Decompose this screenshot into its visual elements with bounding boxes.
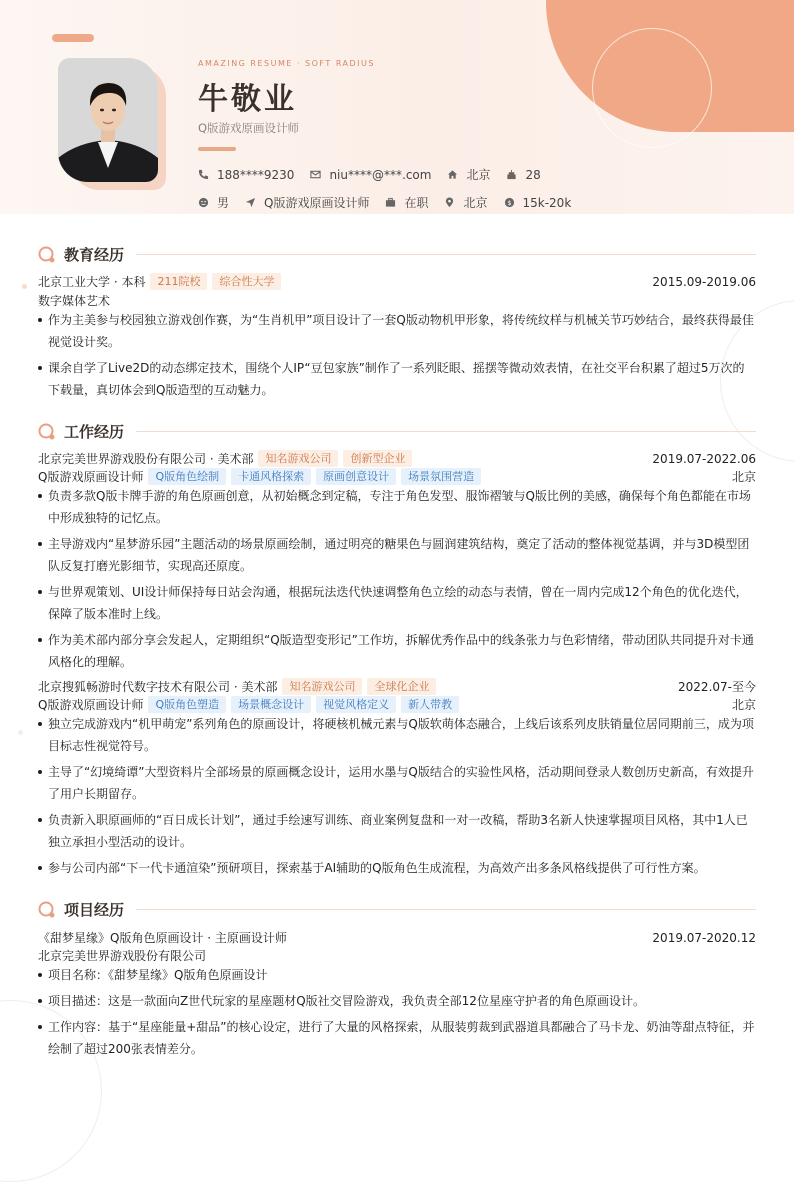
- company-name: 北京完美世界游戏股份有限公司 · 美术部: [38, 452, 254, 466]
- gender-icon: [198, 197, 209, 208]
- education-bullet: 课余自学了Live2D的动态绑定技术，围绕个人IP“豆包家族”制作了一系列眨眼、摇摆等微动效表情，在社交平台积累了超过5万次的下载量，真切体会到Q版造型的互动魅力。: [38, 357, 756, 401]
- skill-tag: 卡通风格探索: [231, 468, 311, 485]
- project-title: 项目经历: [64, 901, 125, 919]
- job-bullet: 作为美术部内部分享会发起人，定期组织“Q版造型变形记”工作坊，拆解优秀作品中的线条张力与色彩情绪，带动团队共同提升对卡通风格化的理解。: [38, 629, 756, 673]
- hometown-value: 北京: [466, 168, 491, 182]
- project-company: 北京完美世界游戏股份有限公司: [38, 949, 207, 963]
- major-row: [38, 292, 756, 309]
- job-header-row: [38, 678, 756, 695]
- company-name: 北京搜狐畅游时代数字技术有限公司 · 美术部: [38, 680, 278, 694]
- job-bullet: 负责新入职原画师的“百日成长计划”，通过手绘速写训练、商业案例复盘和一对一改稿，帮助3名新人快速掌握项目风格，其中1人已独立承担小型活动的设计。: [38, 809, 756, 853]
- project-date: 2019.07-2020.12: [652, 930, 756, 945]
- age-value: 28: [525, 167, 541, 182]
- phone-item: [198, 168, 294, 182]
- svg-text:$: $: [506, 198, 512, 207]
- job-date: 2019.07-2022.06: [652, 451, 756, 466]
- target-job-value: Q版游戏原画设计师: [264, 196, 370, 210]
- project-name: 《甜梦星缘》Q版角色原画设计 · 主原画设计师: [38, 931, 287, 945]
- gender-item: [198, 194, 229, 211]
- education-bullet: 作为主美参与校园独立游戏创作赛，为“生肖机甲”项目设计了一套Q版动物机甲形象，将传统纹样与机械关节巧妙结合，最终获得最佳视觉设计奖。: [38, 309, 756, 353]
- section-search-icon: [38, 246, 56, 264]
- email-item: [310, 168, 431, 182]
- school-name: 北京工业大学 · 本科: [38, 275, 146, 289]
- project-header-row: [38, 929, 756, 946]
- job-header-row: [38, 450, 756, 467]
- mail-icon: [310, 169, 321, 180]
- section-divider: [136, 254, 756, 255]
- job-position: Q版游戏原画设计师: [38, 698, 144, 712]
- decorative-dot: [18, 730, 23, 735]
- salary-item: [504, 196, 572, 210]
- email-value: niu****@***.com: [329, 167, 432, 182]
- job-city: 北京: [731, 698, 756, 712]
- company-tag: 全球化企业: [367, 678, 436, 695]
- job-position: Q版游戏原画设计师: [38, 470, 144, 484]
- accent-underline: [198, 147, 236, 151]
- work-title: 工作经历: [64, 423, 125, 441]
- section-divider: [136, 909, 756, 910]
- skill-tag: 视觉风格定义: [316, 696, 396, 713]
- job-position-row: [38, 468, 756, 485]
- decorative-dot: [22, 284, 27, 289]
- decorative-ring: [592, 28, 712, 148]
- project-company-row: [38, 947, 756, 964]
- project-bullet: 工作内容：基于“星座能量+甜品”的核心设定，进行了大量的风格探索，从服装剪裁到武器道具都融合了马卡龙、奶油等甜点特征，并绘制了超过200张表情差分。: [38, 1016, 756, 1060]
- section-search-icon: [38, 423, 56, 441]
- skill-tag: 场景概念设计: [231, 696, 311, 713]
- major-name: 数字媒体艺术: [38, 294, 111, 308]
- contact-row-2: [198, 194, 587, 211]
- work-section-title: [38, 421, 756, 442]
- target-city-item: [444, 194, 487, 211]
- hometown-item: [447, 166, 490, 183]
- skill-tag: 新人带教: [401, 696, 459, 713]
- job-bullet: 参与公司内部“下一代卡通渲染”预研项目，探索基于AI辅助的Q版角色生成流程，为高效产出多条风格线提供了可行性方案。: [38, 857, 756, 879]
- job-bullet: 与世界观策划、UI设计师保持每日站会沟通，根据玩法迭代快速调整角色立绘的动态与表情，曾在一周内完成12个角色的优化迭代，保障了版本准时上线。: [38, 581, 756, 625]
- job-bullet: 主导了“幻境绮谭”大型资料片全部场景的原画概念设计，运用水墨与Q版结合的实验性风格，活动期间登录人数创历史新高，有效提升了用户长期留存。: [38, 761, 756, 805]
- education-header-row: [38, 273, 756, 290]
- skill-tag: Q版角色塑造: [148, 696, 226, 713]
- target-job-item: [245, 194, 369, 211]
- section-search-icon: [38, 901, 56, 919]
- target-city-value: 北京: [463, 196, 488, 210]
- age-item: [506, 168, 540, 182]
- cake-icon: [506, 169, 517, 180]
- education-section-title: [38, 244, 756, 265]
- job-bullet: 负责多款Q版卡牌手游的角色原画创意，从初始概念到定稿，专注于角色发型、服饰褶皱与Q版比例的美感，确保每个角色都能在市场中形成独特的记忆点。: [38, 485, 756, 529]
- accent-bar: [52, 34, 94, 42]
- company-tag: 知名游戏公司: [258, 450, 338, 467]
- briefcase-icon: [385, 197, 396, 208]
- avatar: [58, 58, 158, 182]
- skill-tag: 场景氛围营造: [401, 468, 481, 485]
- skill-tag: Q版角色绘制: [148, 468, 226, 485]
- salary-value: 15k-20k: [522, 195, 572, 210]
- resume-header: [0, 0, 794, 214]
- gender-value: 男: [217, 196, 230, 210]
- school-tag: 综合性大学: [212, 273, 281, 290]
- job-city: 北京: [731, 470, 756, 484]
- location-pin-icon: [444, 197, 455, 208]
- home-icon: [447, 169, 458, 180]
- job-bullet: 主导游戏内“星梦游乐园”主题活动的场景原画绘制，通过明亮的糖果色与圆润建筑结构，奠定了活动的整体视觉基调，并与3D模型团队反复打磨光影细节，实现高还原度。: [38, 533, 756, 577]
- candidate-job-title: Q版游戏原画设计师: [198, 121, 300, 135]
- project-bullet: 项目名称：《甜梦星缘》Q版角色原画设计: [38, 964, 756, 986]
- skill-tag: 原画创意设计: [316, 468, 396, 485]
- education-title: 教育经历: [64, 246, 125, 264]
- contact-row-1: [198, 166, 557, 183]
- send-icon: [245, 197, 256, 208]
- phone-icon: [198, 169, 209, 180]
- avatar-portrait-icon: [58, 58, 158, 182]
- section-divider: [136, 431, 756, 432]
- company-tag: 知名游戏公司: [282, 678, 362, 695]
- education-date: 2015.09-2019.06: [652, 274, 756, 289]
- school-tag: 211院校: [150, 273, 207, 290]
- candidate-name: 牛敬业: [198, 82, 297, 117]
- status-item: [385, 194, 428, 211]
- job-date: 2022.07-至今: [678, 680, 756, 694]
- phone-value: 188****9230: [217, 167, 295, 182]
- job-position-row: [38, 696, 756, 713]
- project-section-title: [38, 899, 756, 920]
- project-bullet: 项目描述：这是一款面向Z世代玩家的星座题材Q版社交冒险游戏，我负责全部12位星座守护者的角色原画设计。: [38, 990, 756, 1012]
- company-tag: 创新型企业: [343, 450, 412, 467]
- status-value: 在职: [404, 196, 429, 210]
- header-subtitle-en: AMAZING RESUME · SOFT RADIUS: [198, 59, 375, 68]
- salary-icon: [504, 197, 515, 208]
- job-bullet: 独立完成游戏内“机甲萌宠”系列角色的原画设计，将硬核机械元素与Q版软萌体态融合，上线后该系列皮肤销量位居同期前三，成为项目标志性视觉符号。: [38, 713, 756, 757]
